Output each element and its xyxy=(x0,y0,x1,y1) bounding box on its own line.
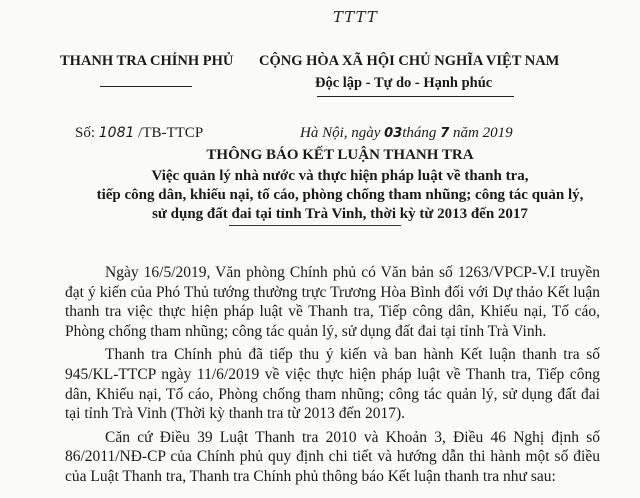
document-title: THÔNG BÁO KẾT LUẬN THANH TRA xyxy=(206,147,474,163)
document-number xyxy=(75,125,203,142)
doc-number-suffix: /TB-TTCP xyxy=(134,125,204,141)
place-and-date xyxy=(300,125,513,142)
date-month: 7 xyxy=(440,126,450,141)
place-date-prefix: Hà Nội, ngày xyxy=(300,125,385,141)
motto-underline xyxy=(317,96,514,97)
doc-number-value: 1081 xyxy=(98,125,135,141)
month-label: tháng xyxy=(402,125,441,141)
body-paragraph-2: Thanh tra Chính phủ đã tiếp thu ý kiến và ban hành Kết luận thanh tra số 945/KL-TTCP ngày 11/6/2019 về việc thực hiện pháp luật về Thanh tra, Tiếp công dân, Khiếu nại, Tố cáo, Phòng chống tham nhũng; công tác quản lý, sử dụng đất đai tại tỉnh Trà Vinh (Thời kỳ thanh tra từ 2013 đến 2017). xyxy=(65,346,600,423)
subtitle-line-3: sử dụng đất đai tại tỉnh Trà Vinh, thời kỳ từ 2013 đến 2017 xyxy=(152,206,528,222)
doc-number-prefix: Số: xyxy=(75,125,99,141)
subtitle-underline xyxy=(229,225,401,226)
national-motto: Độc lập - Tự do - Hạnh phúc xyxy=(315,75,493,91)
issuing-organization: THANH TRA CHÍNH PHỦ xyxy=(60,53,234,69)
national-title: CỘNG HÒA XÃ HỘI CHỦ NGHĨA VIỆT NAM xyxy=(259,53,560,69)
date-day: 03 xyxy=(384,126,403,141)
document-body xyxy=(65,263,600,491)
body-paragraph-1: Ngày 16/5/2019, Văn phòng Chính phủ có Văn bản số 1263/VPCP-V.I truyền đạt ý kiến của Phó Thủ tướng thường trực Trương Hòa Bình đối với Dự thảo Kết luận thanh tra việc thực hiện pháp luật về Thanh tra, Tiếp công dân, Khiếu nại, Tố cáo, Phòng chống tham nhũng; công tác quản lý, sử dụng đất đai tại tỉnh Trà Vinh. xyxy=(65,264,600,340)
subtitle-line-1: Việc quản lý nhà nước và thực hiện pháp luật về thanh tra, xyxy=(151,168,529,184)
organization-underline xyxy=(100,86,192,87)
subtitle-line-2: tiếp công dân, khiếu nại, tố cáo, phòng chống tham nhũng; công tác quản lý, xyxy=(96,187,584,203)
handwritten-mark: TTTT xyxy=(333,8,378,26)
body-paragraph-3: Căn cứ Điều 39 Luật Thanh tra 2010 và Khoản 3, Điều 46 Nghị định số 86/2011/NĐ-CP của Chính phủ quy định chi tiết và hướng dẫn thi hành một số điều của Luật Thanh tra, Thanh tra Chính phủ thông báo Kết luận thanh tra như sau: xyxy=(65,428,600,485)
year-label: năm 2019 xyxy=(449,125,513,141)
